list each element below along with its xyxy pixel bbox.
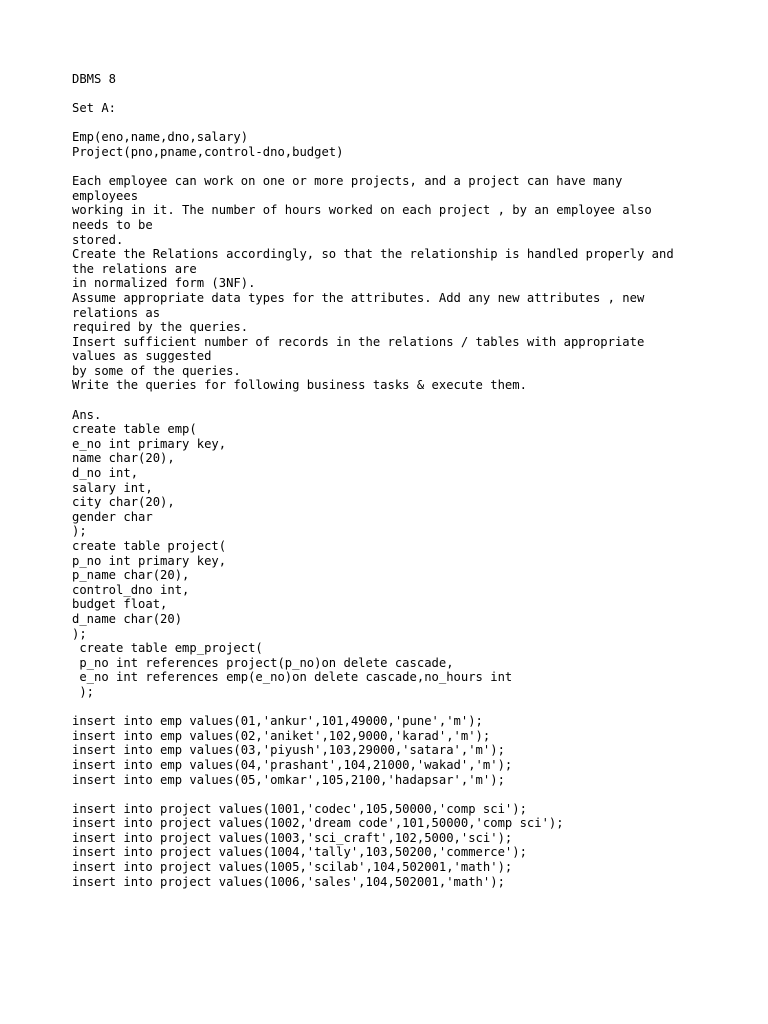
- text-line: );: [72, 626, 87, 641]
- text-line: p_no int references project(p_no)on delete cascade,: [72, 655, 454, 670]
- text-line: Emp(eno,name,dno,salary): [72, 130, 249, 145]
- text-line: in normalized form (3NF).: [72, 276, 256, 291]
- text-line: insert into project values(1006,'sales',104,502001,'math');: [72, 874, 505, 889]
- text-line: Create the Relations accordingly, so that the relationship is handled properly and: [72, 247, 674, 262]
- text-line: [72, 160, 712, 175]
- text-line: e_no int primary key,: [72, 436, 227, 451]
- text-line: d_no int,: [72, 466, 139, 481]
- text-line: control_dno int,: [72, 582, 190, 597]
- text-line: required by the queries.: [72, 320, 249, 335]
- text-line: Each employee can work on one or more projects, and a project can have many: [72, 174, 623, 189]
- text-line: insert into emp values(03,'piyush',103,29000,'satara','m');: [72, 743, 505, 758]
- text-line: );: [72, 684, 95, 699]
- text-line: p_no int primary key,: [72, 553, 227, 568]
- text-line: Ans.: [72, 407, 102, 422]
- text-line: [72, 787, 712, 802]
- text-line: Project(pno,pname,control-dno,budget): [72, 144, 344, 159]
- text-line: );: [72, 524, 87, 539]
- text-line: [72, 393, 712, 408]
- text-line: [72, 87, 712, 102]
- text-line: create table emp_project(: [72, 641, 263, 656]
- text-line: [72, 700, 712, 715]
- text-line: relations as: [72, 305, 161, 320]
- text-line: needs to be: [72, 217, 153, 232]
- text-line: working in it. The number of hours worked on each project , by an employee also: [72, 203, 652, 218]
- text-line: gender char: [72, 509, 153, 524]
- text-line: create table project(: [72, 539, 227, 553]
- text-line: insert into emp values(01,'ankur',101,49000,'pune','m');: [72, 714, 483, 729]
- text-line: insert into project values(1005,'scilab',104,502001,'math');: [72, 860, 513, 875]
- text-line: p_name char(20),: [72, 568, 190, 583]
- text-line: e_no int references emp(e_no)on delete cascade,no_hours int: [72, 670, 513, 685]
- text-line: insert into project values(1004,'tally',103,50200,'commerce');: [72, 845, 527, 860]
- text-line: insert into project values(1003,'sci_craft',102,5000,'sci');: [72, 830, 513, 845]
- text-line: insert into project values(1002,'dream code',101,50000,'comp sci');: [72, 816, 564, 831]
- text-line: Set A:: [72, 101, 117, 116]
- text-line: the relations are: [72, 261, 197, 276]
- text-line: name char(20),: [72, 451, 175, 466]
- text-line: Insert sufficient number of records in the relations / tables with appropriate: [72, 334, 645, 349]
- text-line: insert into project values(1001,'codec',105,50000,'comp sci');: [72, 801, 527, 816]
- text-line: employees: [72, 188, 139, 203]
- text-line: insert into emp values(02,'aniket',102,9000,'karad','m');: [72, 728, 491, 743]
- text-line: by some of the queries.: [72, 363, 241, 378]
- text-line: [72, 116, 712, 131]
- text-line: insert into emp values(04,'prashant',104,21000,'wakad','m');: [72, 757, 513, 772]
- text-line: budget float,: [72, 597, 168, 612]
- text-line: stored.: [72, 232, 124, 247]
- text-line: Assume appropriate data types for the attributes. Add any new attributes , new: [72, 290, 645, 305]
- text-line: city char(20),: [72, 495, 175, 510]
- text-line: d_name char(20): [72, 611, 183, 626]
- text-line: DBMS 8: [72, 72, 117, 86]
- text-line: Write the queries for following business tasks & execute them.: [72, 378, 527, 393]
- text-line: insert into emp values(05,'omkar',105,2100,'hadapsar','m');: [72, 772, 505, 787]
- document-page: [72, 72, 712, 889]
- text-line: values as suggested: [72, 349, 212, 364]
- text-line: salary int,: [72, 480, 153, 495]
- text-line: create table emp(: [72, 422, 197, 437]
